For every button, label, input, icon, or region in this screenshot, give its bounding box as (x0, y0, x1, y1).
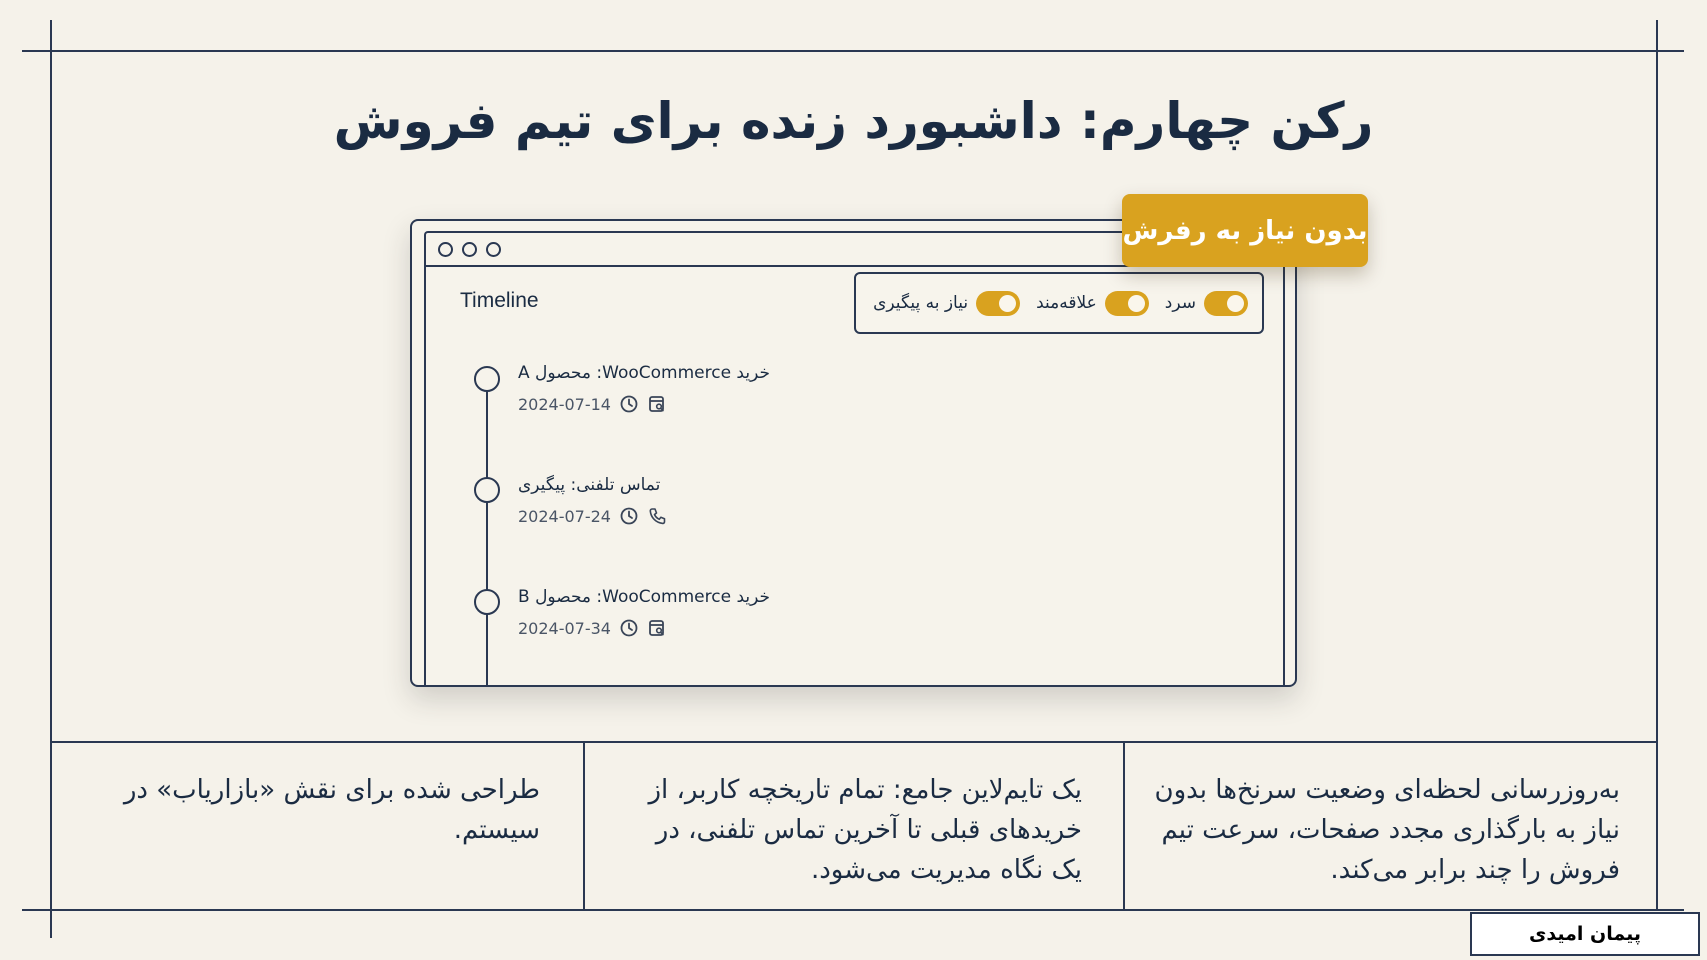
frame-divider-line (50, 741, 1656, 743)
timeline-line (486, 378, 488, 685)
timeline-node (474, 589, 500, 615)
feature-column-marketer (70, 770, 540, 850)
feature-line: طراحی شده برای نقش «بازاریاب» در (123, 775, 540, 805)
toggle-switch[interactable] (976, 291, 1020, 316)
window-dot-icon (486, 242, 501, 257)
frame-right-line (1656, 20, 1658, 910)
no-refresh-badge: بدون نیاز به رفرش (1122, 194, 1368, 267)
toggle-switch[interactable] (1105, 291, 1149, 316)
feature-line: یک نگاه مدیریت می‌شود. (810, 855, 1082, 885)
frame-bottom-line (22, 909, 1684, 911)
feature-column-realtime (1140, 770, 1620, 890)
filter-interested[interactable] (1036, 291, 1149, 316)
feature-line: فروش را چند برابر می‌کند. (1330, 855, 1620, 885)
timeline-event-meta (518, 618, 667, 638)
filter-needs-followup[interactable] (873, 291, 1020, 316)
window-dot-icon (438, 242, 453, 257)
phone-icon (647, 506, 667, 526)
clock-icon (619, 394, 639, 414)
feature-column-timeline (600, 770, 1082, 890)
column-divider-2 (1123, 741, 1125, 909)
frame-left-line (50, 20, 52, 938)
timeline-event-meta (518, 394, 667, 414)
page-title: رکن چهارم: داشبورد زنده برای تیم فروش (333, 92, 1374, 150)
filter-label: علاقه‌مند (1036, 293, 1097, 313)
timeline-event-title: تماس تلفنی: پیگیری (518, 475, 661, 495)
author-name: پیمان امیدی (1470, 912, 1700, 956)
column-divider-1 (583, 741, 585, 909)
feature-line: خریدهای قبلی تا آخرین تماس تلفنی، در (655, 815, 1082, 845)
timeline-event-date: 2024-07-24 (518, 506, 611, 526)
frame-top-line (22, 50, 1684, 52)
feature-line: سیستم. (453, 815, 540, 845)
receipt-icon (647, 618, 667, 638)
timeline-node (474, 366, 500, 392)
timeline-event-title: خرید WooCommerce: محصول B (518, 587, 771, 607)
timeline-event-date: 2024-07-14 (518, 394, 611, 414)
feature-line: نیاز به بارگذاری مجدد صفحات، سرعت تیم (1161, 815, 1620, 845)
filter-cold[interactable] (1165, 291, 1248, 316)
feature-line: به‌روزرسانی لحظه‌ای وضعیت سرنخ‌ها بدون (1154, 775, 1620, 805)
filter-label: سرد (1164, 293, 1196, 313)
filter-label: نیاز به پیگیری (873, 293, 969, 313)
timeline-event-title: خرید WooCommerce: محصول A (518, 363, 770, 383)
toggle-switch[interactable] (1204, 291, 1248, 316)
clock-icon (619, 506, 639, 526)
timeline-heading: Timeline (460, 289, 539, 312)
status-filter-bar (854, 272, 1264, 334)
timeline-node (474, 477, 500, 503)
timeline-event-meta (518, 506, 667, 526)
window-dot-icon (462, 242, 477, 257)
timeline-event-date: 2024-07-34 (518, 618, 611, 638)
feature-line: یک تایم‌لاین جامع: تمام تاریخچه کاربر، از (648, 775, 1082, 805)
receipt-icon (647, 394, 667, 414)
clock-icon (619, 618, 639, 638)
